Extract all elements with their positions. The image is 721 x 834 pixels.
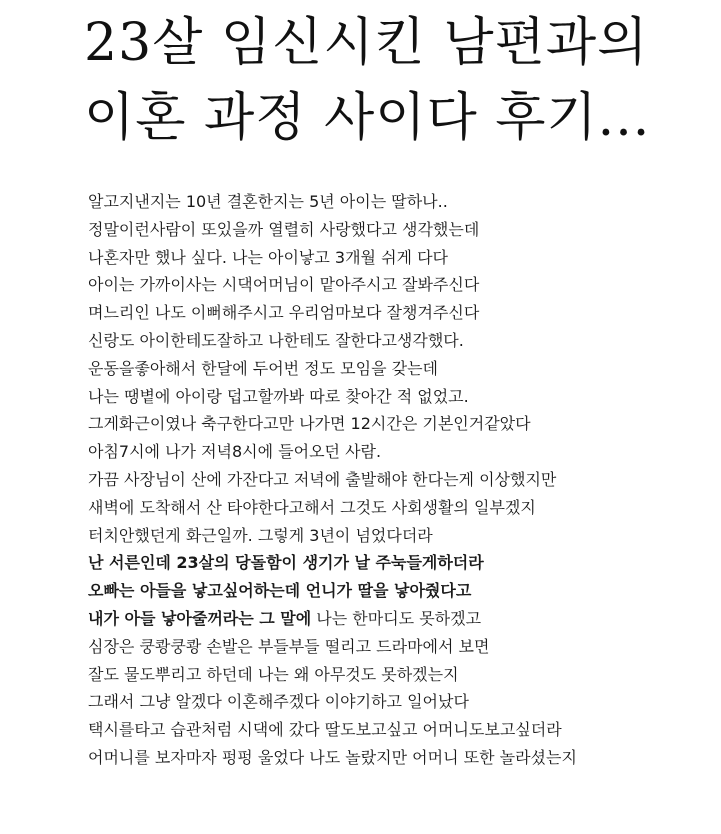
body-line: 정말이런사람이 또있을까 열렬히 사랑했다고 생각했는데	[88, 219, 480, 239]
body-line: 잘도 물도뿌리고 하던데 나는 왜 아무것도 못하겠는지	[88, 664, 459, 684]
body-line: 신랑도 아이한테도잘하고 나한테도 잘한다고생각했다.	[88, 330, 464, 350]
body-line: 운동을좋아해서 한달에 두어번 정도 모임을 갖는데	[88, 358, 439, 378]
body-line: 그래서 그냥 알겠다 이혼해주겠다 이야기하고 일어났다	[88, 692, 469, 712]
body-line: 나혼자만 했나 싶다. 나는 아이낳고 3개월 쉬게 다다	[88, 247, 448, 267]
body-line: 며느리인 나도 이뻐해주시고 우리엄마보다 잘챙겨주신다	[88, 303, 480, 323]
body-line: 심장은 쿵쾅쿵쾅 손발은 부들부들 떨리고 드라마에서 보면	[88, 636, 490, 656]
body-line: 나는 땡볕에 아이랑 덥고할까봐 따로 찾아간 적 없었고.	[88, 386, 469, 406]
post-title	[84, 6, 704, 156]
body-line-mixed	[88, 605, 708, 633]
post-title-line-1: 23살 임신시킨 남편과의	[84, 13, 649, 73]
body-line: 아이는 가까이사는 시댁어머님이 맡아주시고 잘봐주신다	[88, 275, 480, 295]
body-line: 터치안했던게 화근일까. 그렇게 3년이 넘었다더라	[88, 525, 433, 545]
body-line: 아침7시에 나가 저녁8시에 들어오던 사람.	[88, 442, 382, 462]
body-regular-segment: 나는 한마디도 못하겠고	[311, 608, 482, 628]
post-body	[88, 188, 708, 772]
body-bold-segment: 내가 아들 낳아줄꺼라는 그 말에	[88, 608, 312, 628]
body-line: 가끔 사장님이 산에 가잔다고 저녁에 출발해야 한다는게 이상했지만	[88, 469, 557, 489]
body-line: 어머니를 보자마자 펑펑 울었다 나도 놀랐지만 어머니 또한 놀라셨는지	[88, 747, 577, 767]
body-line: 새벽에 도착해서 산 타야한다고해서 그것도 사회생활의 일부겠지	[88, 497, 536, 517]
body-line-bold: 난 서른인데 23살의 당돌함이 생기가 날 주눅들게하더라	[88, 553, 484, 573]
post-title-line-2: 이혼 과정 사이다 후기...	[84, 88, 651, 148]
body-line-bold: 오빠는 아들을 낳고싶어하는데 언니가 딸을 낳아줬다고	[88, 581, 472, 601]
body-line: 택시를타고 습관처럼 시댁에 갔다 딸도보고싶고 어머니도보고싶더라	[88, 720, 562, 740]
body-line: 그게화근이였나 축구한다고만 나가면 12시간은 기본인거같았다	[88, 414, 531, 434]
body-line: 알고지낸지는 10년 결혼한지는 5년 아이는 딸하나..	[88, 192, 448, 211]
